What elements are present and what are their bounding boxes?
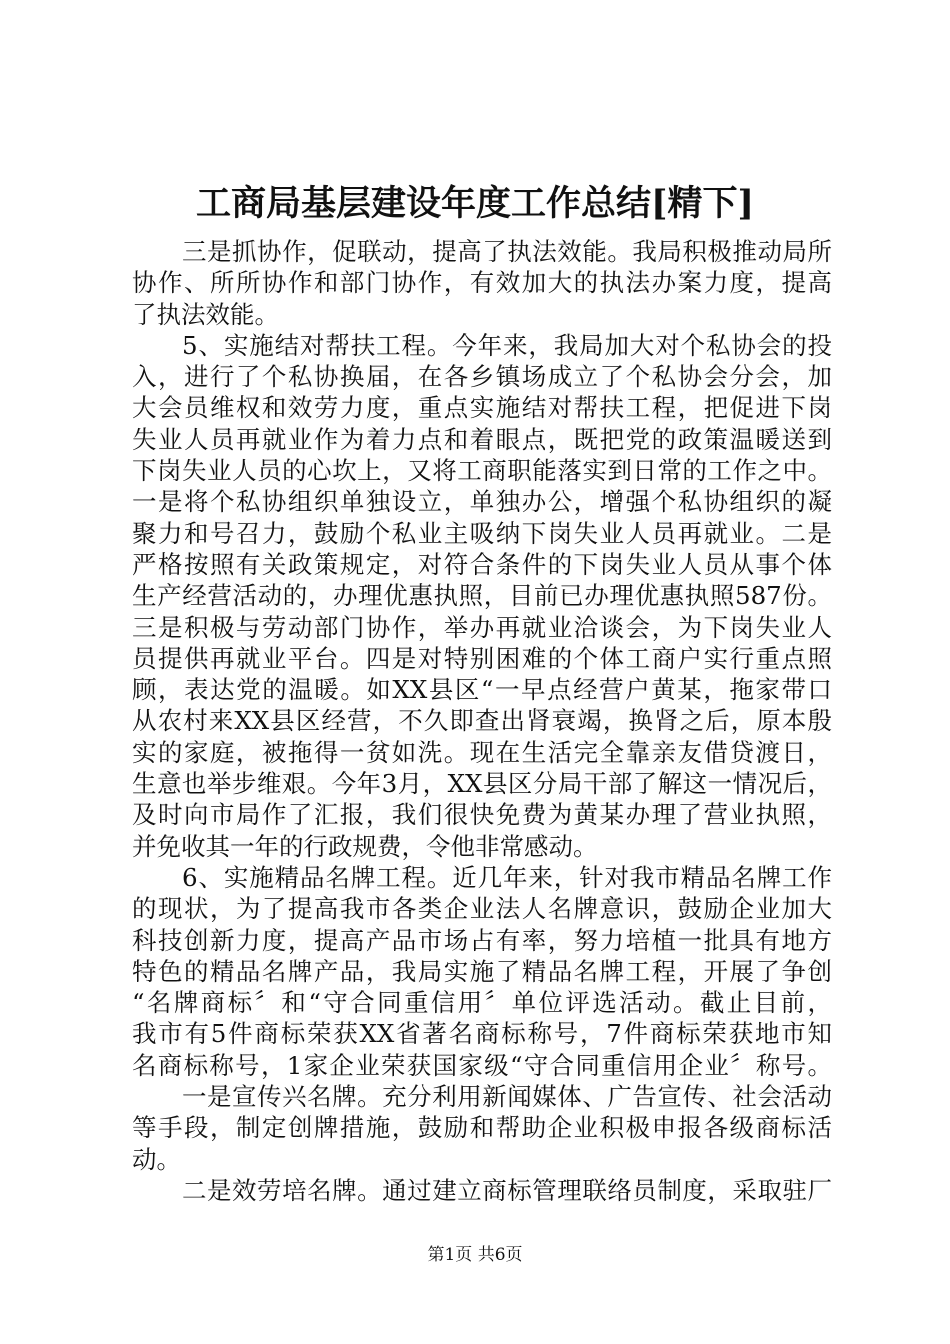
text-line: 二是效劳培名牌。通过建立商标管理联络员制度，采取驻厂 <box>182 1175 832 1205</box>
text-line: 入，进行了个私协换届，在各乡镇场成立了个私协会分会，加 <box>132 362 832 392</box>
text-line: 一是宣传兴名牌。充分利用新闻媒体、广告宣传、社会活动 <box>182 1082 832 1112</box>
text-line: 实的家庭，被拖得一贫如洗。现在生活完全靠亲友借贷渡日， <box>132 737 832 767</box>
text-line: 生意也举步维艰。今年3月，XX县区分局干部了解这一情况后， <box>132 769 832 799</box>
document-title: 工商局基层建设年度工作总结[精下] <box>195 183 755 224</box>
text-line: 我市有5件商标荣获XX省著名商标称号，7件商标荣获地市知 <box>132 1019 832 1049</box>
text-line: 6、实施精品名牌工程。近几年来，针对我市精品名牌工作 <box>182 862 832 892</box>
text-line: 科技创新力度，提高产品市场占有率，努力培植一批具有地方 <box>132 925 832 955</box>
text-line: 三是抓协作，促联动，提高了执法效能。我局积极推动局所 <box>182 237 832 266</box>
document-body <box>132 236 832 1206</box>
text-line: 三是积极与劳动部门协作，举办再就业洽谈会，为下岗失业人 <box>132 612 832 642</box>
text-line: 生产经营活动的，办理优惠执照，目前已办理优惠执照587份。 <box>132 581 832 611</box>
text-line: 5、实施结对帮扶工程。今年来，我局加大对个私协会的投 <box>182 330 832 360</box>
text-line: 名商标称号，1家企业荣获国家级“守合同重信用企业〞称号。 <box>132 1050 832 1080</box>
text-line: 并免收其一年的行政规费，令他非常感动。 <box>132 831 598 861</box>
text-line: 顾，表达党的温暖。如XX县区“一早点经营户黄某，拖家带口 <box>132 675 832 705</box>
text-line: 严格按照有关政策规定，对符合条件的下岗失业人员从事个体 <box>132 549 832 579</box>
text-line: 一是将个私协组织单独设立，单独办公，增强个私协组织的凝 <box>132 487 832 517</box>
text-line: 的现状，为了提高我市各类企业法人名牌意识，鼓励企业加大 <box>132 894 832 924</box>
text-line: 等手段，制定创牌措施，鼓励和帮助企业积极申报各级商标活 <box>132 1113 832 1143</box>
text-line: 协作、所所协作和部门协作，有效加大的执法办案力度，提高 <box>132 268 832 298</box>
text-line: “名牌商标〞和“守合同重信用〞单位评选活动。截止目前， <box>132 988 832 1018</box>
text-line: 失业人员再就业作为着力点和着眼点，既把党的政策温暖送到 <box>132 424 832 454</box>
text-line: 下岗失业人员的心坎上，又将工商职能落实到日常的工作之中。 <box>132 456 832 486</box>
text-line: 员提供再就业平台。四是对特别困难的个体工商户实行重点照 <box>132 643 832 673</box>
text-line: 了执法效能。 <box>132 299 279 329</box>
text-line: 特色的精品名牌产品，我局实施了精品名牌工程，开展了争创 <box>132 956 832 986</box>
text-line: 及时向市局作了汇报，我们很快免费为黄某办理了营业执照， <box>132 800 832 830</box>
text-line: 从农村来XX县区经营，不久即查出肾衰竭，换肾之后，原本殷 <box>132 706 832 736</box>
text-line: 大会员维权和效劳力度，重点实施结对帮扶工程，把促进下岗 <box>132 393 832 423</box>
text-line: 动。 <box>132 1144 181 1174</box>
page-footer: 第1页 共6页 <box>427 1245 523 1265</box>
text-line: 聚力和号召力，鼓励个私业主吸纳下岗失业人员再就业。二是 <box>132 518 832 548</box>
